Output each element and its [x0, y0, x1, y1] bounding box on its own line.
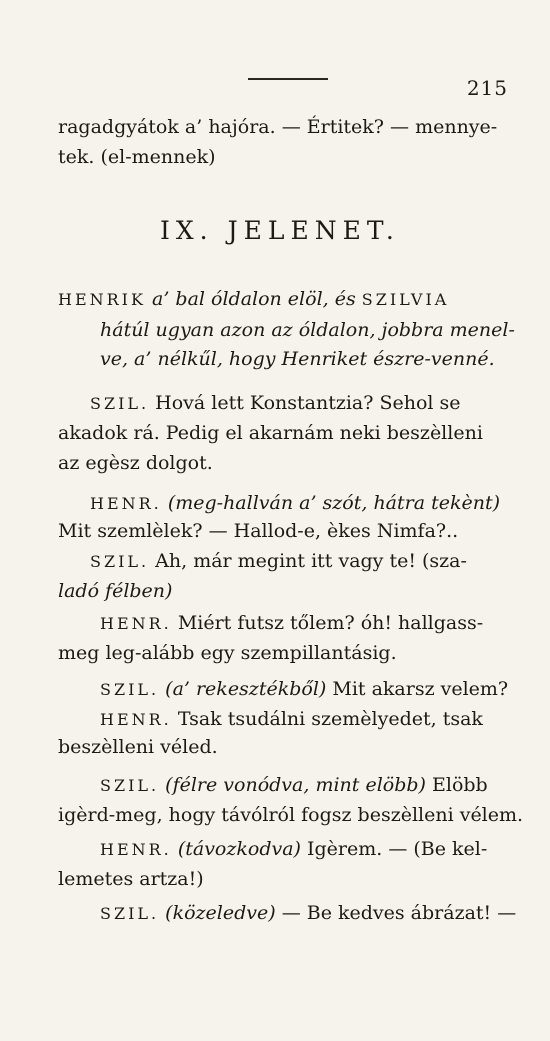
- stage-direction-line-3: ve, a’ nélkűl, hogy Henriket észre-venné.: [100, 348, 495, 370]
- dialogue-line: [100, 776, 512, 795]
- text-line: lemetes artza!): [58, 868, 204, 890]
- stage-direction-text: (közeledve): [165, 902, 276, 924]
- dialogue-text: Mit akarsz velem?: [332, 678, 509, 700]
- speaker-name: SZIL.: [90, 394, 150, 413]
- stage-direction-text: (meg-hallván a’ szót, hátra tekènt): [167, 492, 501, 514]
- dialogue-line: [90, 494, 512, 513]
- speaker-name: HENR.: [90, 494, 162, 513]
- text-line: meg leg-alább egy szempillantásig.: [58, 642, 397, 664]
- dialogue-text: Tsak tsudálni szemèlyedet, tsak: [177, 708, 483, 730]
- header-rule: [248, 78, 328, 80]
- character-name: HENRIK: [58, 290, 146, 309]
- speaker-name: SZIL.: [100, 680, 160, 699]
- text-line: igèrd-meg, hogy távólról fogsz beszèlleni vélem.: [58, 804, 524, 826]
- dialogue-text: Igèrem. — (Be kel-: [307, 838, 488, 860]
- scene-heading: IX. JELENET.: [160, 216, 400, 245]
- speaker-name: SZIL.: [100, 904, 160, 923]
- text-line: ladó félben): [58, 580, 173, 602]
- speaker-name: HENR.: [100, 840, 172, 859]
- text-line: Mit szemlèlek? — Hallod-e, èkes Nimfa?..: [58, 520, 459, 542]
- stage-direction-line-2: hátúl ugyan azon az óldalon, jobbra menel-: [100, 319, 515, 341]
- dialogue-text: — Be kedves ábrázat! —: [281, 902, 517, 924]
- dialogue-line: [90, 394, 512, 413]
- dialogue-line: [100, 902, 517, 924]
- speaker-name: HENR.: [100, 614, 172, 633]
- dialogue-text: Elöbb: [432, 774, 488, 796]
- character-name: SZILVIA: [361, 290, 450, 309]
- stage-direction-text: (a’ rekesztékből): [165, 678, 327, 700]
- stage-direction-text: (távozkodva): [177, 838, 301, 860]
- dialogue-line: [100, 680, 512, 699]
- page-number: 215: [466, 76, 508, 100]
- speaker-name: SZIL.: [90, 552, 150, 571]
- speaker-name: HENR.: [100, 710, 172, 729]
- text-line: akadok rá. Pedig el akarnám neki beszèlleni: [58, 422, 483, 444]
- dialogue-line: [90, 552, 512, 571]
- dialogue-line: [100, 614, 512, 633]
- dialogue-text: Ah, már megint itt vagy te! (sza-: [155, 550, 467, 572]
- text-line-1: ragadgyátok a’ hajóra. — Értitek? — mennye-: [58, 116, 498, 138]
- dialogue-text: Hová lett Konstantzia? Sehol se: [155, 392, 461, 414]
- speaker-name: SZIL.: [100, 776, 160, 795]
- stage-direction-text: a’ bal óldalon elöl, és: [152, 288, 356, 310]
- stage-direction-text: (félre vonódva, mint elöbb): [165, 774, 426, 796]
- text-line-2: tek. (el-mennek): [58, 146, 216, 168]
- dialogue-line: [100, 710, 512, 729]
- text-line: az egèsz dolgot.: [58, 452, 213, 474]
- stage-direction-line-1: [58, 290, 512, 309]
- dialogue-line: [100, 840, 512, 859]
- text-line: beszèlleni véled.: [58, 736, 218, 758]
- dialogue-text: Miért futsz tőlem? óh! hallgass-: [177, 612, 484, 634]
